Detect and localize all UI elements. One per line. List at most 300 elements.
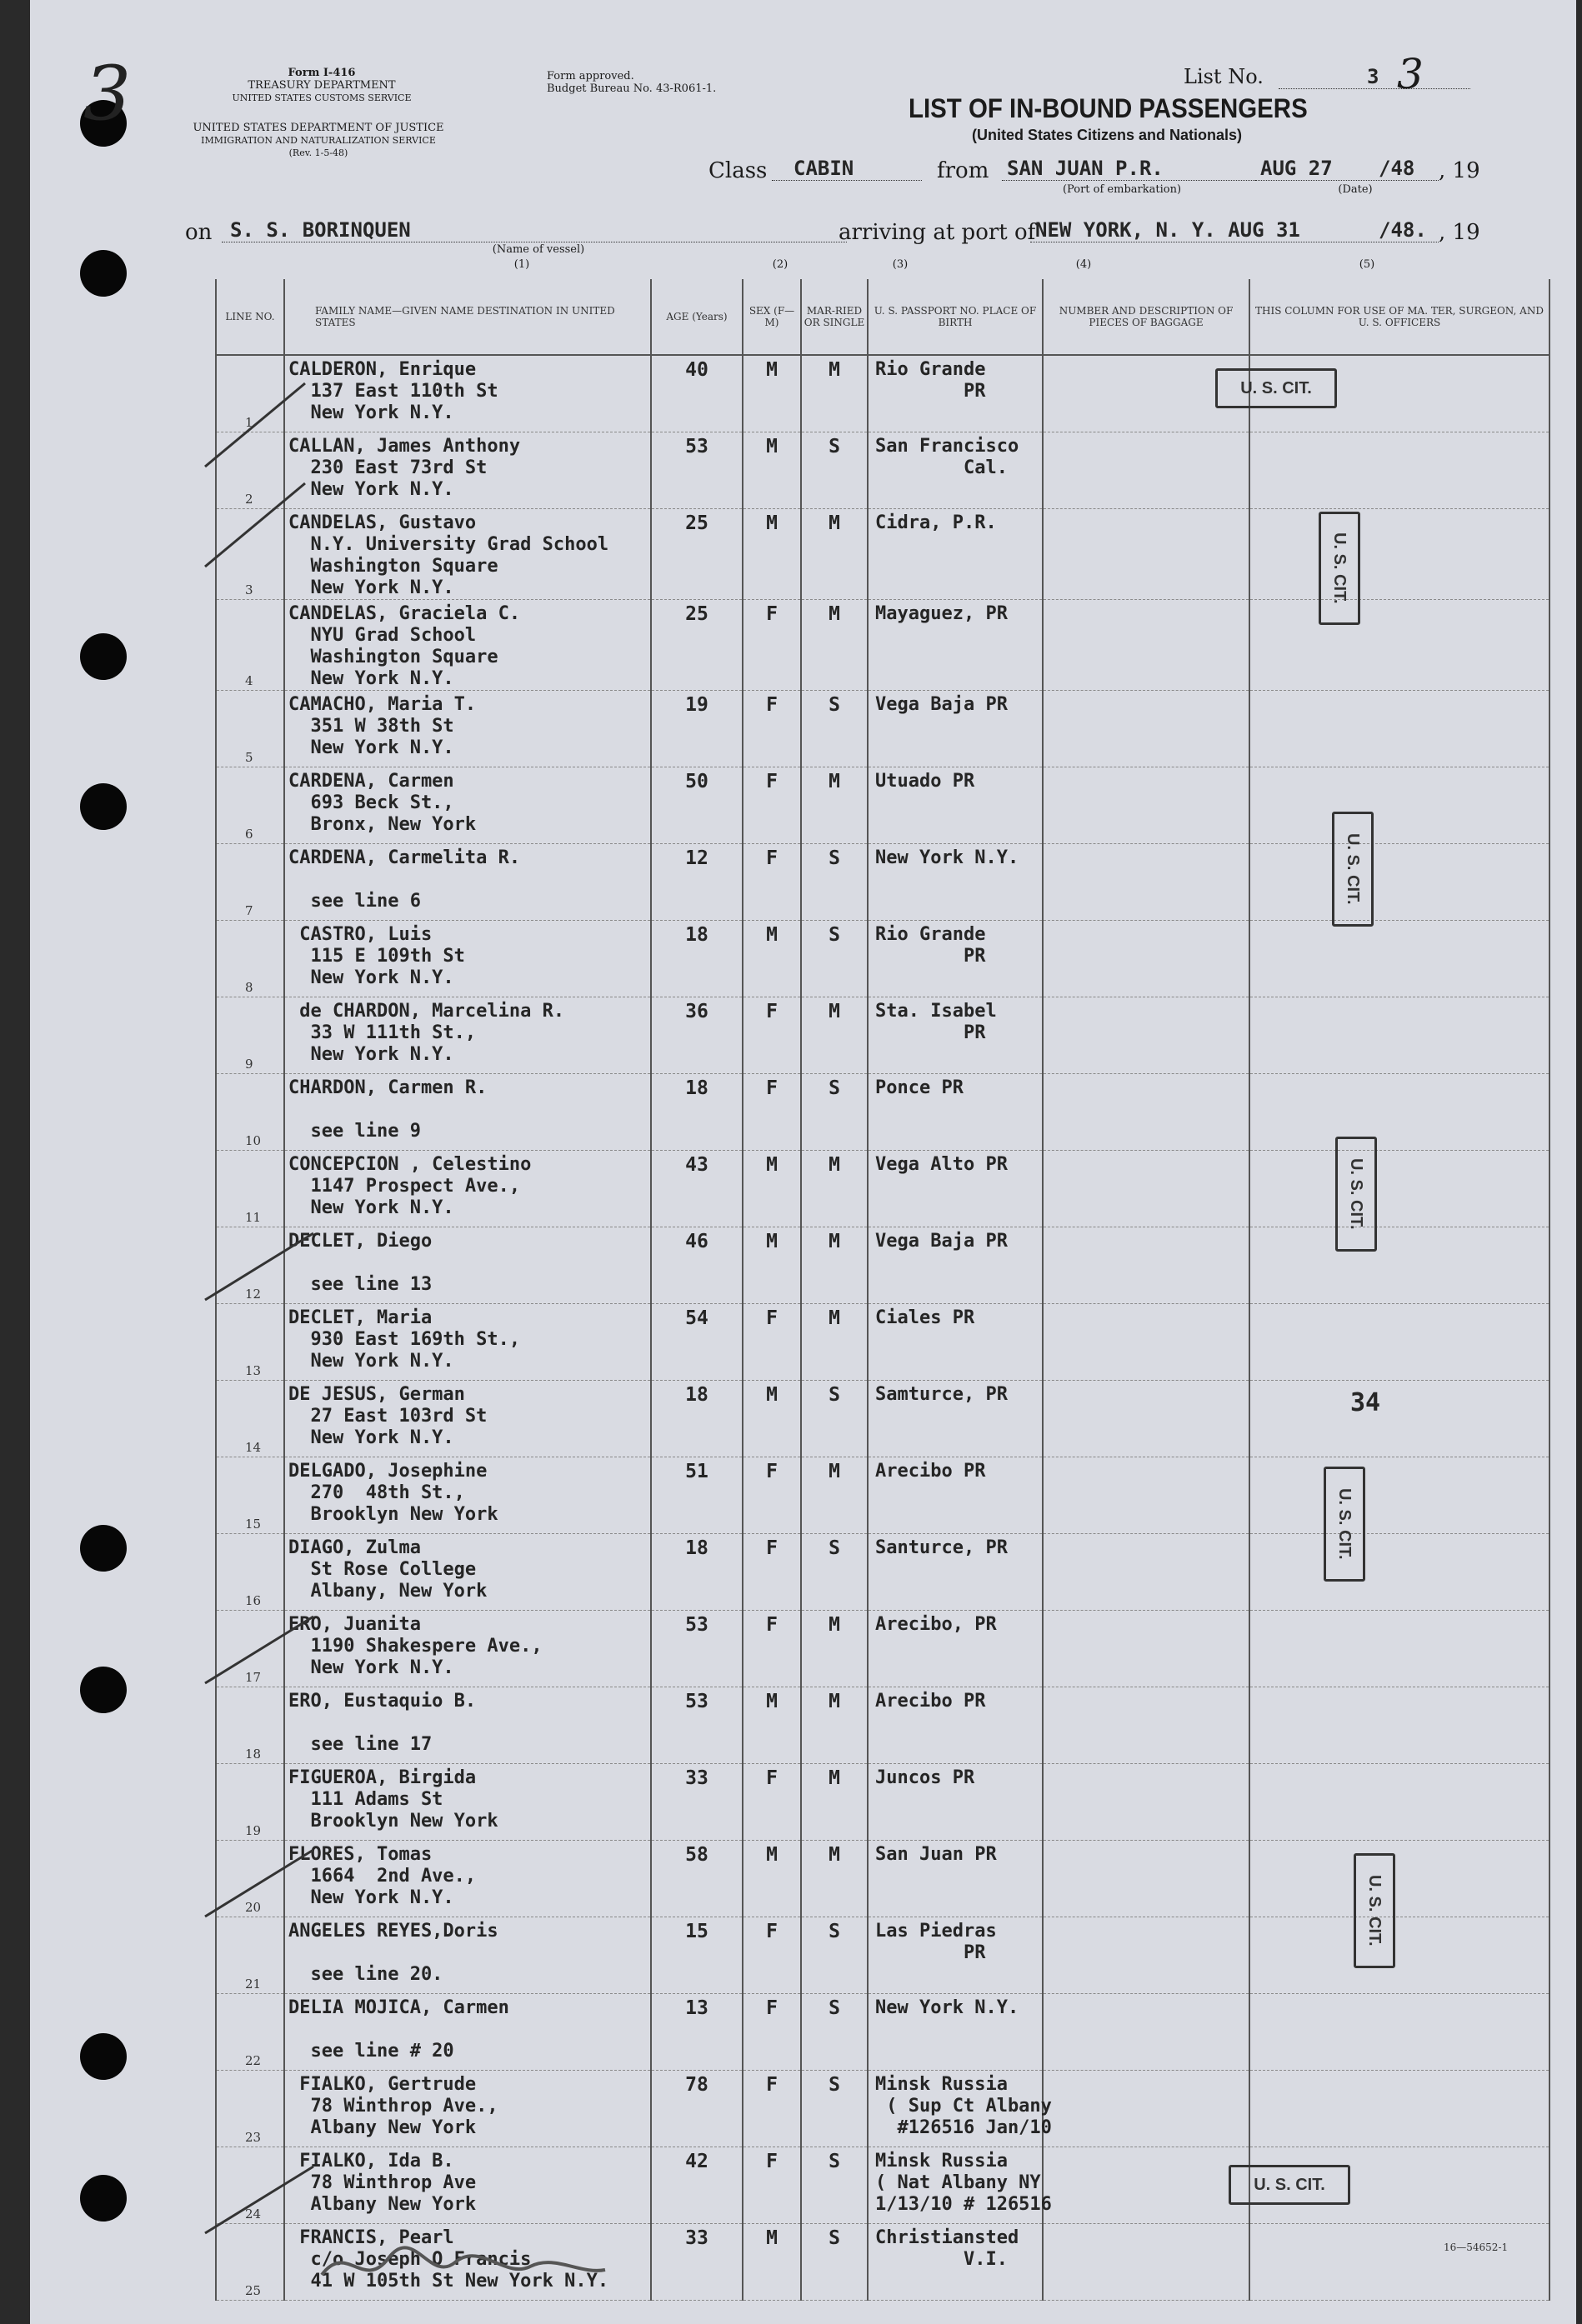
from-label: from	[937, 158, 989, 183]
binder-hole	[80, 1525, 127, 1572]
passenger-name-destination-cell	[284, 432, 651, 509]
marital-status-cell	[801, 767, 868, 844]
sex: M	[766, 924, 778, 946]
baggage-cell	[1043, 1687, 1249, 1764]
baggage-cell	[1043, 1457, 1249, 1534]
baggage-cell	[1043, 767, 1249, 844]
line-number: 8	[245, 980, 253, 995]
marital-status-cell	[801, 2224, 868, 2301]
sex: F	[766, 1614, 778, 1636]
age-cell	[651, 1457, 743, 1534]
baggage-cell	[1043, 432, 1249, 509]
place-of-birth: Ponce PR	[875, 1077, 964, 1098]
place-of-birth: Minsk Russia ( Nat Albany NY 1/13/10 # 126516	[875, 2151, 1052, 2215]
table-row	[216, 1381, 1549, 1457]
age-cell	[651, 1764, 743, 1841]
age: 53	[685, 436, 708, 457]
line-number: 7	[245, 903, 253, 918]
passenger-name-destination-cell	[284, 1151, 651, 1227]
approval-block	[547, 70, 797, 95]
marital-status-cell	[801, 355, 868, 432]
baggage-cell	[1043, 1841, 1249, 1917]
us-cit-stamp: U. S. CIT.	[1332, 812, 1374, 927]
age-cell	[651, 2071, 743, 2147]
age-cell	[651, 1534, 743, 1611]
place-of-birth: Rio Grande PR	[875, 359, 986, 402]
place-of-birth-cell	[868, 1994, 1043, 2071]
marital-status: S	[829, 847, 840, 869]
sex: F	[766, 1077, 778, 1099]
table-row	[216, 1611, 1549, 1687]
age-cell	[651, 1841, 743, 1917]
page-subtitle: (United States Citizens and Nationals)	[972, 127, 1243, 143]
age: 50	[685, 771, 708, 792]
table-row	[216, 1994, 1549, 2071]
table-row	[216, 1841, 1549, 1917]
age: 18	[685, 1537, 708, 1559]
marital-status-cell	[801, 844, 868, 921]
marital-status-cell	[801, 1611, 868, 1687]
arrival-suffix: /48.	[1379, 218, 1427, 242]
place-of-birth: Minsk Russia ( Sup Ct Albany #126516 Jan/10	[875, 2074, 1052, 2138]
sex: F	[766, 1921, 778, 1942]
age: 46	[685, 1231, 708, 1252]
binder-hole	[80, 2033, 127, 2080]
place-of-birth-cell	[868, 997, 1043, 1074]
passenger-name-destination: CONCEPCION , Celestino 1147 Prospect Ave., New York N.Y.	[288, 1154, 532, 1218]
place-of-birth: New York N.Y.	[875, 1997, 1019, 2018]
baggage-cell	[1043, 691, 1249, 767]
age-cell	[651, 600, 743, 691]
agency-block	[205, 67, 438, 104]
baggage-cell	[1043, 1534, 1249, 1611]
us-cit-stamp: U. S. CIT.	[1215, 368, 1337, 408]
marital-status-cell	[801, 509, 868, 600]
marital-status: M	[829, 603, 840, 625]
age-cell	[651, 997, 743, 1074]
baggage-cell	[1043, 921, 1249, 997]
baggage-cell	[1043, 1074, 1249, 1151]
passenger-name-destination-cell	[284, 1457, 651, 1534]
officers-notes-cell	[1249, 432, 1549, 509]
us-cit-stamp: U. S. CIT.	[1354, 1853, 1395, 1968]
year-label-1: , 19	[1439, 158, 1480, 183]
baggage-cell	[1043, 844, 1249, 921]
marital-status-cell	[801, 1841, 868, 1917]
header-line-no: LINE NO.	[216, 279, 284, 355]
marital-status: M	[829, 1461, 840, 1482]
sex-cell	[743, 1151, 801, 1227]
officers-notes-cell	[1249, 1687, 1549, 1764]
passenger-name-destination: CANDELAS, Gustavo N.Y. University Grad School Washington Square New York N.Y.	[288, 512, 609, 598]
table-row	[216, 1304, 1549, 1381]
place-of-birth-cell	[868, 2224, 1043, 2301]
marital-status-cell	[801, 1381, 868, 1457]
place-of-birth: Ciales PR	[875, 1307, 975, 1328]
officers-notes-cell	[1249, 1764, 1549, 1841]
list-no-value: 3	[1367, 65, 1379, 88]
sex-cell	[743, 1227, 801, 1304]
place-of-birth-cell	[868, 432, 1043, 509]
line-number: 2	[245, 492, 253, 507]
officers-notes-cell	[1249, 1074, 1549, 1151]
revision-label: (Rev. 1-5-48)	[288, 147, 348, 158]
officers-notes-cell	[1249, 1381, 1549, 1457]
sex: M	[766, 2227, 778, 2249]
passenger-name-destination: CASTRO, Luis 115 E 109th St New York N.Y.	[299, 924, 465, 988]
passenger-name-destination-cell	[284, 1227, 651, 1304]
us-cit-stamp: U. S. CIT.	[1229, 2165, 1350, 2205]
sex-cell	[743, 1074, 801, 1151]
header-married: MAR-RIED OR SINGLE	[801, 279, 868, 355]
age-cell	[651, 1304, 743, 1381]
place-of-birth-cell	[868, 1151, 1043, 1227]
place-of-birth: Vega Alto PR	[875, 1154, 1008, 1175]
age-cell	[651, 921, 743, 997]
place-of-birth-cell	[868, 355, 1043, 432]
place-of-birth: Vega Baja PR	[875, 1231, 1008, 1252]
sex: F	[766, 1307, 778, 1329]
sex-cell	[743, 1611, 801, 1687]
sex-cell	[743, 1457, 801, 1534]
vessel-column-number: (1)	[513, 258, 530, 271]
list-no-label: List No.	[1184, 65, 1264, 88]
passenger-name-destination: CARDENA, Carmen 693 Beck St., Bronx, New York	[288, 771, 477, 835]
place-of-birth: Cidra, P.R.	[875, 512, 997, 533]
marital-status: S	[829, 1384, 840, 1406]
marital-status-cell	[801, 997, 868, 1074]
marital-status-cell	[801, 691, 868, 767]
age: 36	[685, 1001, 708, 1022]
baggage-cell	[1043, 1227, 1249, 1304]
place-of-birth-cell	[868, 1227, 1043, 1304]
table-body	[216, 355, 1549, 2301]
age: 25	[685, 603, 708, 625]
us-cit-stamp: U. S. CIT.	[1324, 1467, 1365, 1582]
line-number: 3	[245, 582, 253, 597]
passenger-name-destination-cell	[284, 2071, 651, 2147]
baggage-cell	[1043, 600, 1249, 691]
column-number-2: (2)	[772, 258, 788, 271]
table-row	[216, 355, 1549, 432]
age-cell	[651, 355, 743, 432]
place-of-birth-cell	[868, 921, 1043, 997]
officers-notes-cell	[1249, 1994, 1549, 2071]
age-cell	[651, 2224, 743, 2301]
form-approved: Form approved.	[547, 70, 634, 82]
table-row	[216, 691, 1549, 767]
passenger-name-destination: CANDELAS, Graciela C. NYU Grad School Washington Square New York N.Y.	[288, 603, 521, 689]
age: 18	[685, 1384, 708, 1406]
binder-hole	[80, 783, 127, 830]
from-underline	[1002, 180, 1260, 181]
age: 33	[685, 2227, 708, 2249]
age-cell	[651, 1687, 743, 1764]
date-underline	[1255, 180, 1439, 181]
place-of-birth-cell	[868, 844, 1043, 921]
line-number: 22	[245, 2053, 262, 2068]
column-number-5: (5)	[1359, 258, 1375, 271]
header-passport: U. S. PASSPORT NO. PLACE OF BIRTH	[868, 279, 1043, 355]
class-underline	[772, 180, 922, 181]
officers-notes-cell	[1249, 1151, 1549, 1227]
place-of-birth: San Francisco Cal.	[875, 436, 1019, 478]
sex-cell	[743, 921, 801, 997]
justice-label: UNITED STATES DEPARTMENT OF JUSTICE	[193, 122, 444, 134]
place-of-birth: Mayaguez, PR	[875, 603, 1008, 624]
sex: F	[766, 1537, 778, 1559]
age-cell	[651, 1611, 743, 1687]
sex-cell	[743, 1994, 801, 2071]
age: 53	[685, 1691, 708, 1712]
marital-status: S	[829, 924, 840, 946]
us-cit-stamp: U. S. CIT.	[1319, 512, 1360, 625]
place-of-birth-cell	[868, 1611, 1043, 1687]
age: 54	[685, 1307, 708, 1329]
document-sheet	[30, 0, 1576, 2324]
class-value: CABIN	[794, 157, 854, 180]
line-number: 21	[245, 1977, 262, 1992]
age: 40	[685, 359, 708, 381]
passenger-name-destination: DELGADO, Josephine 270 48th St., Brooklyn New York	[288, 1461, 498, 1525]
column-number-4: (4)	[1075, 258, 1092, 271]
passenger-name-destination: DECLET, Diego see line 13	[288, 1231, 433, 1295]
sex: M	[766, 512, 778, 534]
marital-status-cell	[801, 1151, 868, 1227]
line-number: 13	[245, 1363, 262, 1378]
sex-cell	[743, 432, 801, 509]
place-of-birth-cell	[868, 1764, 1043, 1841]
sex-cell	[743, 600, 801, 691]
marital-status: M	[829, 1231, 840, 1252]
line-number: 6	[245, 827, 253, 842]
passenger-name-destination-cell	[284, 1687, 651, 1764]
treasury-label: TREASURY DEPARTMENT	[248, 79, 396, 92]
line-number: 15	[245, 1517, 262, 1532]
baggage-cell	[1043, 2071, 1249, 2147]
officers-notes-cell	[1249, 844, 1549, 921]
place-of-birth: Rio Grande PR	[875, 924, 986, 967]
sex-cell	[743, 1304, 801, 1381]
age-cell	[651, 691, 743, 767]
sex-cell	[743, 2071, 801, 2147]
place-of-birth-cell	[868, 509, 1043, 600]
marital-status-cell	[801, 2071, 868, 2147]
sex: F	[766, 1997, 778, 2019]
binder-hole	[80, 1667, 127, 1713]
place-of-birth: Christiansted V.I.	[875, 2227, 1019, 2270]
passenger-name-destination: FLORES, Tomas 1664 2nd Ave., New York N.Y.	[288, 1844, 477, 1908]
passenger-name-destination: ERO, Juanita 1190 Shakespere Ave., New York N.Y.	[288, 1614, 543, 1678]
line-number: 5	[245, 750, 253, 765]
margin-number-34: 34	[1350, 1388, 1381, 1417]
officers-notes-cell	[1249, 1227, 1549, 1304]
place-of-birth-cell	[868, 1304, 1043, 1381]
line-number: 1	[245, 415, 253, 430]
marital-status-cell	[801, 432, 868, 509]
sex: F	[766, 2151, 778, 2172]
list-no-handwritten: 3	[1397, 50, 1424, 98]
sex: F	[766, 1461, 778, 1482]
arrival-port: NEW YORK, N. Y. AUG 31	[1035, 218, 1300, 242]
customs-label: UNITED STATES CUSTOMS SERVICE	[232, 92, 412, 103]
line-number: 19	[245, 1823, 262, 1838]
place-of-birth-cell	[868, 1457, 1043, 1534]
sex-cell	[743, 2147, 801, 2224]
passenger-name-destination: DE JESUS, German 27 East 103rd St New York N.Y.	[288, 1384, 488, 1448]
line-number: 16	[245, 1593, 262, 1608]
passenger-name-destination: CHARDON, Carmen R. see line 9	[288, 1077, 488, 1142]
age-cell	[651, 844, 743, 921]
line-number: 14	[245, 1440, 262, 1455]
line-number: 11	[245, 1210, 262, 1225]
officers-notes-cell	[1249, 1457, 1549, 1534]
sex: M	[766, 1384, 778, 1406]
officers-notes-cell	[1249, 1534, 1549, 1611]
place-of-birth-cell	[868, 691, 1043, 767]
marital-status: S	[829, 694, 840, 716]
sex-cell	[743, 844, 801, 921]
age: 42	[685, 2151, 708, 2172]
baggage-cell	[1043, 1917, 1249, 1994]
line-number: 4	[245, 673, 253, 688]
place-of-birth: New York N.Y.	[875, 847, 1019, 868]
sex: M	[766, 359, 778, 381]
arriving-label: arriving at port of	[839, 220, 1036, 245]
margin-number-mark: 3	[83, 50, 132, 137]
marital-status: M	[829, 1154, 840, 1176]
table-row	[216, 997, 1549, 1074]
on-label: on	[185, 220, 213, 245]
passenger-name-destination-cell	[284, 767, 651, 844]
date-caption: (Date)	[1338, 183, 1373, 196]
officers-notes-cell	[1249, 1304, 1549, 1381]
passenger-name-destination-cell	[284, 1994, 651, 2071]
place-of-birth-cell	[868, 767, 1043, 844]
table-row	[216, 1764, 1549, 1841]
age: 18	[685, 924, 708, 946]
line-number: 10	[245, 1133, 262, 1148]
age: 19	[685, 694, 708, 716]
officers-notes-cell	[1249, 509, 1549, 600]
place-of-birth-cell	[868, 1687, 1043, 1764]
line-number: 20	[245, 1900, 262, 1915]
table-row	[216, 432, 1549, 509]
sex-cell	[743, 1841, 801, 1917]
baggage-cell	[1043, 1764, 1249, 1841]
marital-status: M	[829, 1307, 840, 1329]
passenger-name-destination-cell	[284, 1764, 651, 1841]
passenger-name-destination-cell	[284, 1304, 651, 1381]
marital-status-cell	[801, 1227, 868, 1304]
officers-notes-cell	[1249, 2224, 1549, 2301]
officers-notes-cell	[1249, 767, 1549, 844]
place-of-birth: Arecibo, PR	[875, 1614, 997, 1635]
sex-cell	[743, 997, 801, 1074]
passenger-name-destination-cell	[284, 997, 651, 1074]
passenger-name-destination: FIALKO, Gertrude 78 Winthrop Ave., Albany New York	[299, 2074, 498, 2138]
passenger-name-destination: de CHARDON, Marcelina R. 33 W 111th St., New York N.Y.	[299, 1001, 565, 1065]
header-sex: SEX (F—M)	[743, 279, 801, 355]
baggage-cell	[1043, 1151, 1249, 1227]
passenger-name-destination-cell	[284, 844, 651, 921]
officers-notes-cell	[1249, 600, 1549, 691]
sex: M	[766, 1844, 778, 1866]
marital-status: S	[829, 1997, 840, 2019]
place-of-birth-cell	[868, 1841, 1043, 1917]
header-officers: THIS COLUMN FOR USE OF MA. TER, SURGEON, AND U. S. OFFICERS	[1249, 279, 1549, 355]
binder-hole	[80, 633, 127, 680]
place-of-birth-cell	[868, 1917, 1043, 1994]
passenger-name-destination-cell	[284, 1074, 651, 1151]
sex: F	[766, 1001, 778, 1022]
passenger-name-destination-cell	[284, 1841, 651, 1917]
place-of-birth: Samturce, PR	[875, 1384, 1008, 1405]
passenger-name-destination-cell	[284, 2147, 651, 2224]
age-cell	[651, 1381, 743, 1457]
marital-status: M	[829, 1001, 840, 1022]
vessel-name: S. S. BORINQUEN	[230, 218, 411, 242]
passenger-name-destination-cell	[284, 509, 651, 600]
table-row	[216, 2071, 1549, 2147]
sex: F	[766, 1767, 778, 1789]
marital-status: S	[829, 436, 840, 457]
age-cell	[651, 767, 743, 844]
marital-status: S	[829, 1921, 840, 1942]
baggage-cell	[1043, 1304, 1249, 1381]
us-cit-stamp: U. S. CIT.	[1335, 1137, 1377, 1252]
sex-cell	[743, 1917, 801, 1994]
marital-status-cell	[801, 1917, 868, 1994]
sex-cell	[743, 1687, 801, 1764]
binder-hole	[80, 2175, 127, 2222]
marital-status: S	[829, 2074, 840, 2096]
marital-status-cell	[801, 1074, 868, 1151]
sex-cell	[743, 691, 801, 767]
place-of-birth: Utuado PR	[875, 771, 975, 792]
sex: M	[766, 436, 778, 457]
class-label: Class	[708, 158, 768, 183]
age-cell	[651, 1994, 743, 2071]
age-cell	[651, 1074, 743, 1151]
officers-notes-cell	[1249, 1917, 1549, 1994]
age-cell	[651, 1227, 743, 1304]
header-name: FAMILY NAME—GIVEN NAME DESTINATION IN UNITED STATES	[284, 279, 651, 355]
budget-bureau: Budget Bureau No. 43-R061-1.	[547, 82, 717, 95]
place-of-birth-cell	[868, 1534, 1043, 1611]
vessel-caption: (Name of vessel)	[492, 243, 585, 256]
table-row	[216, 1917, 1549, 1994]
marital-status: M	[829, 1844, 840, 1866]
officers-notes-cell	[1249, 997, 1549, 1074]
page-title: LIST OF IN-BOUND PASSENGERS	[909, 93, 1308, 123]
passenger-name-destination: CALDERON, Enrique 137 East 110th St New York N.Y.	[288, 359, 498, 423]
marital-status-cell	[801, 2147, 868, 2224]
sex: M	[766, 1691, 778, 1712]
passenger-name-destination: CAMACHO, Maria T. 351 W 38th St New York N.Y.	[288, 694, 477, 758]
year-label-2: , 19	[1439, 220, 1480, 245]
date-value: AUG 27	[1260, 157, 1333, 180]
place-of-birth-cell	[868, 2071, 1052, 2147]
passenger-name-destination-cell	[284, 1381, 651, 1457]
age: 15	[685, 1921, 708, 1942]
baggage-cell	[1043, 1381, 1249, 1457]
marital-status-cell	[801, 600, 868, 691]
ins-label: IMMIGRATION AND NATURALIZATION SERVICE	[201, 135, 436, 146]
place-of-birth: Juncos PR	[875, 1767, 975, 1788]
sex: F	[766, 694, 778, 716]
marital-status: M	[829, 771, 840, 792]
